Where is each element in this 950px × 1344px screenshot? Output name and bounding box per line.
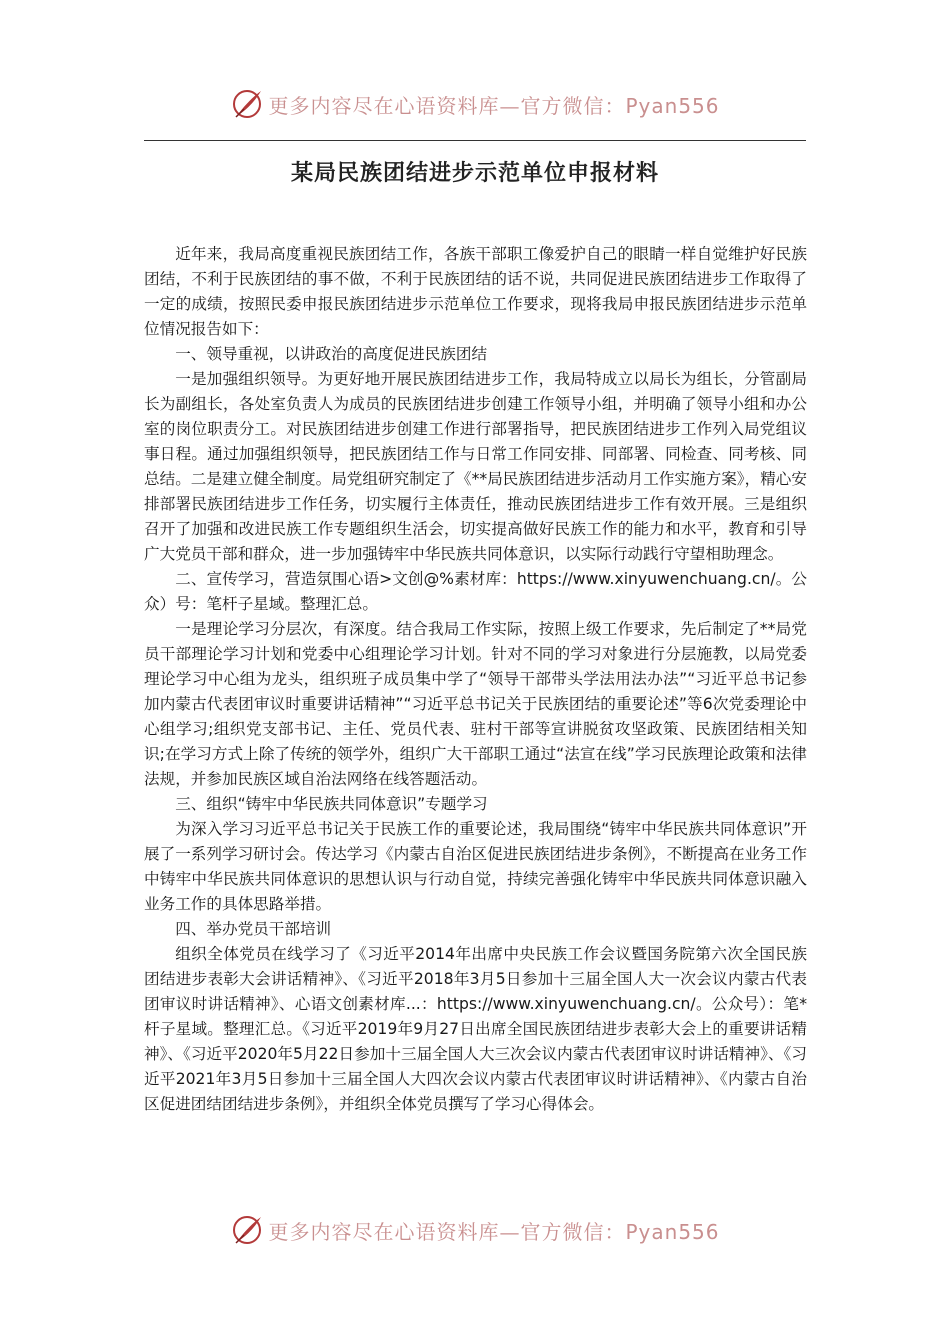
- wechat-id: Pyan556: [625, 1219, 720, 1244]
- page-title: 某局民族团结进步示范单位申报材料: [290, 161, 659, 186]
- wechat-id: Pyan556: [625, 93, 720, 118]
- paragraph: 一是加强组织领导。为更好地开展民族团结进步工作，我局特成立以局长为组长，分管副局长为副组长，各处室负责人为成员的民族团结进步创建工作领导小组，并明确了领导小组和办公室的岗位职责分工。对民族团结进步创建工作进行部署指导，把民族团结进步工作列入局党组议事日程。通过加强组织领导，把民族团结工作与日常工作同安排、同部署、同检查、同考核、同总结。二是建立健全制度。局党组研究制定了《**局民族团结进步活动月工作实施方案》，精心安排部署民族团结进步工作任务，切实履行主体责任，推动民族团结进步工作有效开展。三是组织召开了加强和改进民族工作专题组织生活会，切实提高做好民族工作的能力和水平，教育和引导广大党员干部和群众，进一步加强铸牢中华民族共同体意识，以实际行动践行守望相助理念。: [144, 370, 807, 563]
- section-heading-2: 二、宣传学习，营造氛围心语>文创@%素材库：https://www.xinyuwenchuang.cn/。公众）号：笔杆子星域。整理汇总。: [144, 570, 807, 613]
- document-body: [144, 242, 807, 1117]
- paragraph: 为深入学习习近平总书记关于民族工作的重要论述，我局围绕“铸牢中华民族共同体意识”开展了一系列学习研讨会。传达学习《内蒙古自治区促进民族团结进步条例》，不断提高在业务工作中铸牢中华民族共同体意识的思想认识与行动自觉，持续完善强化铸牢中华民族共同体意识融入业务工作的具体思路举措。: [144, 820, 807, 913]
- header-divider: [144, 140, 806, 141]
- quill-pen-logo-icon: [230, 87, 264, 121]
- footer-banner: [0, 1208, 950, 1252]
- paragraph: 一是理论学习分层次，有深度。结合我局工作实际，按照上级工作要求，先后制定了**局党员干部理论学习计划和党委中心组理论学习计划。针对不同的学习对象进行分层施教，以局党委理论学习中心组为龙头，组织班子成员集中学了“领导干部带头学法用法办法”“习近平总书记参加内蒙古代表团审议时重要讲话精神”“习近平总书记关于民族团结的重要论述”等6次党委理论中心组学习;组织党支部书记、主任、党员代表、驻村干部等宣讲脱贫攻坚政策、民族团结相关知识;在学习方式上除了传统的领学外，组织广大干部职工通过“法宣在线”学习民族理论政策和法律法规，并参加民族区域自治法网络在线答题活动。: [144, 620, 807, 788]
- banner-text: 更多内容尽在心语资料库—官方微信：Pyan556: [268, 1219, 720, 1244]
- banner-text: 更多内容尽在心语资料库—官方微信：Pyan556: [268, 93, 720, 118]
- paragraph-intro: 近年来，我局高度重视民族团结工作，各族干部职工像爱护自己的眼睛一样自觉维护好民族团结，不利于民族团结的事不做，不利于民族团结的话不说，共同促进民族团结进步工作取得了一定的成绩，按照民委申报民族团结进步示范单位工作要求，现将我局申报民族团结进步示范单位情况报告如下：: [144, 245, 807, 338]
- header-banner: [0, 82, 950, 126]
- quill-pen-logo-icon: [230, 1213, 264, 1247]
- paragraph: 组织全体党员在线学习了《习近平2014年出席中央民族工作会议暨国务院第六次全国民族团结进步表彰大会讲话精神》、《习近平2018年3月5日参加十三届全国人大一次会议内蒙古代表团审议时讲话精神》、心语文创素材库...：https://www.xinyuwenchuang.cn/。公众号）：笔*杆子星域。整理汇总。《习近平2019年9月27日出席全国民族团结进步表彰大会上的重要讲话精神》、《习近平2020年5月22日参加十三届全国人大三次会议内蒙古代表团审议时讲话精神》、《习近平2021年3月5日参加十三届全国人大四次会议内蒙古代表团审议时讲话精神》、《内蒙古自治区促进团结团结进步条例》，并组织全体党员撰写了学习心得体会。: [144, 945, 807, 1113]
- section-heading-4: 四、举办党员干部培训: [175, 920, 332, 938]
- section-heading-3: 三、组织“铸牢中华民族共同体意识”专题学习: [175, 795, 488, 813]
- section-heading-1: 一、领导重视，以讲政治的高度促进民族团结: [175, 345, 488, 363]
